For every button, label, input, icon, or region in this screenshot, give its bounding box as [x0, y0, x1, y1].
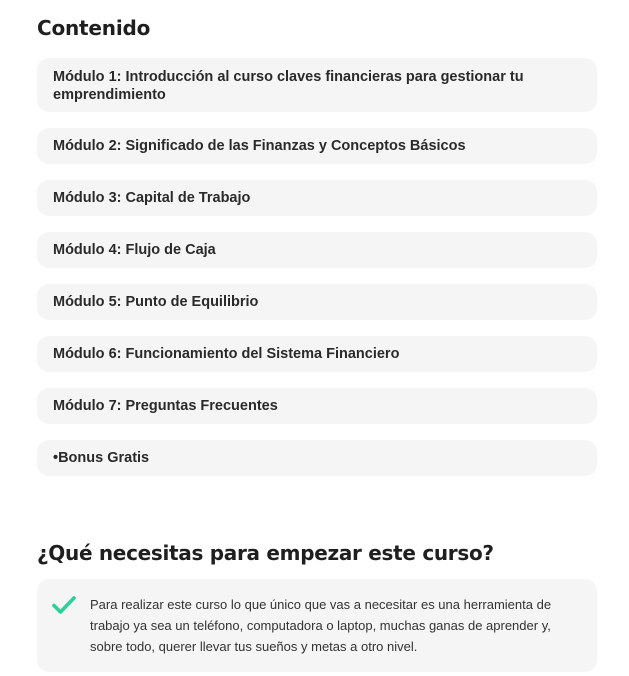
check-icon [52, 595, 76, 615]
module-item-4[interactable] [37, 232, 597, 268]
requirement-card [37, 579, 597, 672]
module-label: Módulo 7: Preguntas Frecuentes [53, 398, 278, 414]
module-item-2[interactable] [37, 128, 597, 164]
module-label: Módulo 4: Flujo de Caja [53, 242, 216, 258]
module-item-7[interactable] [37, 388, 597, 424]
module-label: Módulo 1: Introducción al curso claves financieras para gestionar tu emprendimiento [53, 68, 524, 103]
module-label: Módulo 2: Significado de las Finanzas y Conceptos Básicos [53, 138, 466, 154]
requirement-text: Para realizar este curso lo que único que vas a necesitar es una herramienta de trabajo ya sea un teléfono, computadora o laptop, muchas ganas de aprender y, sobre todo, querer llevar tus sueños y metas a otro nivel. [90, 597, 552, 654]
module-item-3[interactable] [37, 180, 597, 216]
contenido-heading: Contenido [37, 16, 151, 40]
module-label: Módulo 6: Funcionamiento del Sistema Financiero [53, 346, 400, 362]
module-list [37, 58, 597, 492]
module-label: •Bonus Gratis [53, 450, 150, 466]
module-label: Módulo 5: Punto de Equilibrio [53, 294, 259, 310]
module-item-1[interactable] [37, 58, 597, 112]
module-item-6[interactable] [37, 336, 597, 372]
module-item-5[interactable] [37, 284, 597, 320]
requirements-heading: ¿Qué necesitas para empezar este curso? [37, 541, 494, 565]
module-item-bonus[interactable] [37, 440, 597, 476]
module-label: Módulo 3: Capital de Trabajo [53, 190, 251, 206]
